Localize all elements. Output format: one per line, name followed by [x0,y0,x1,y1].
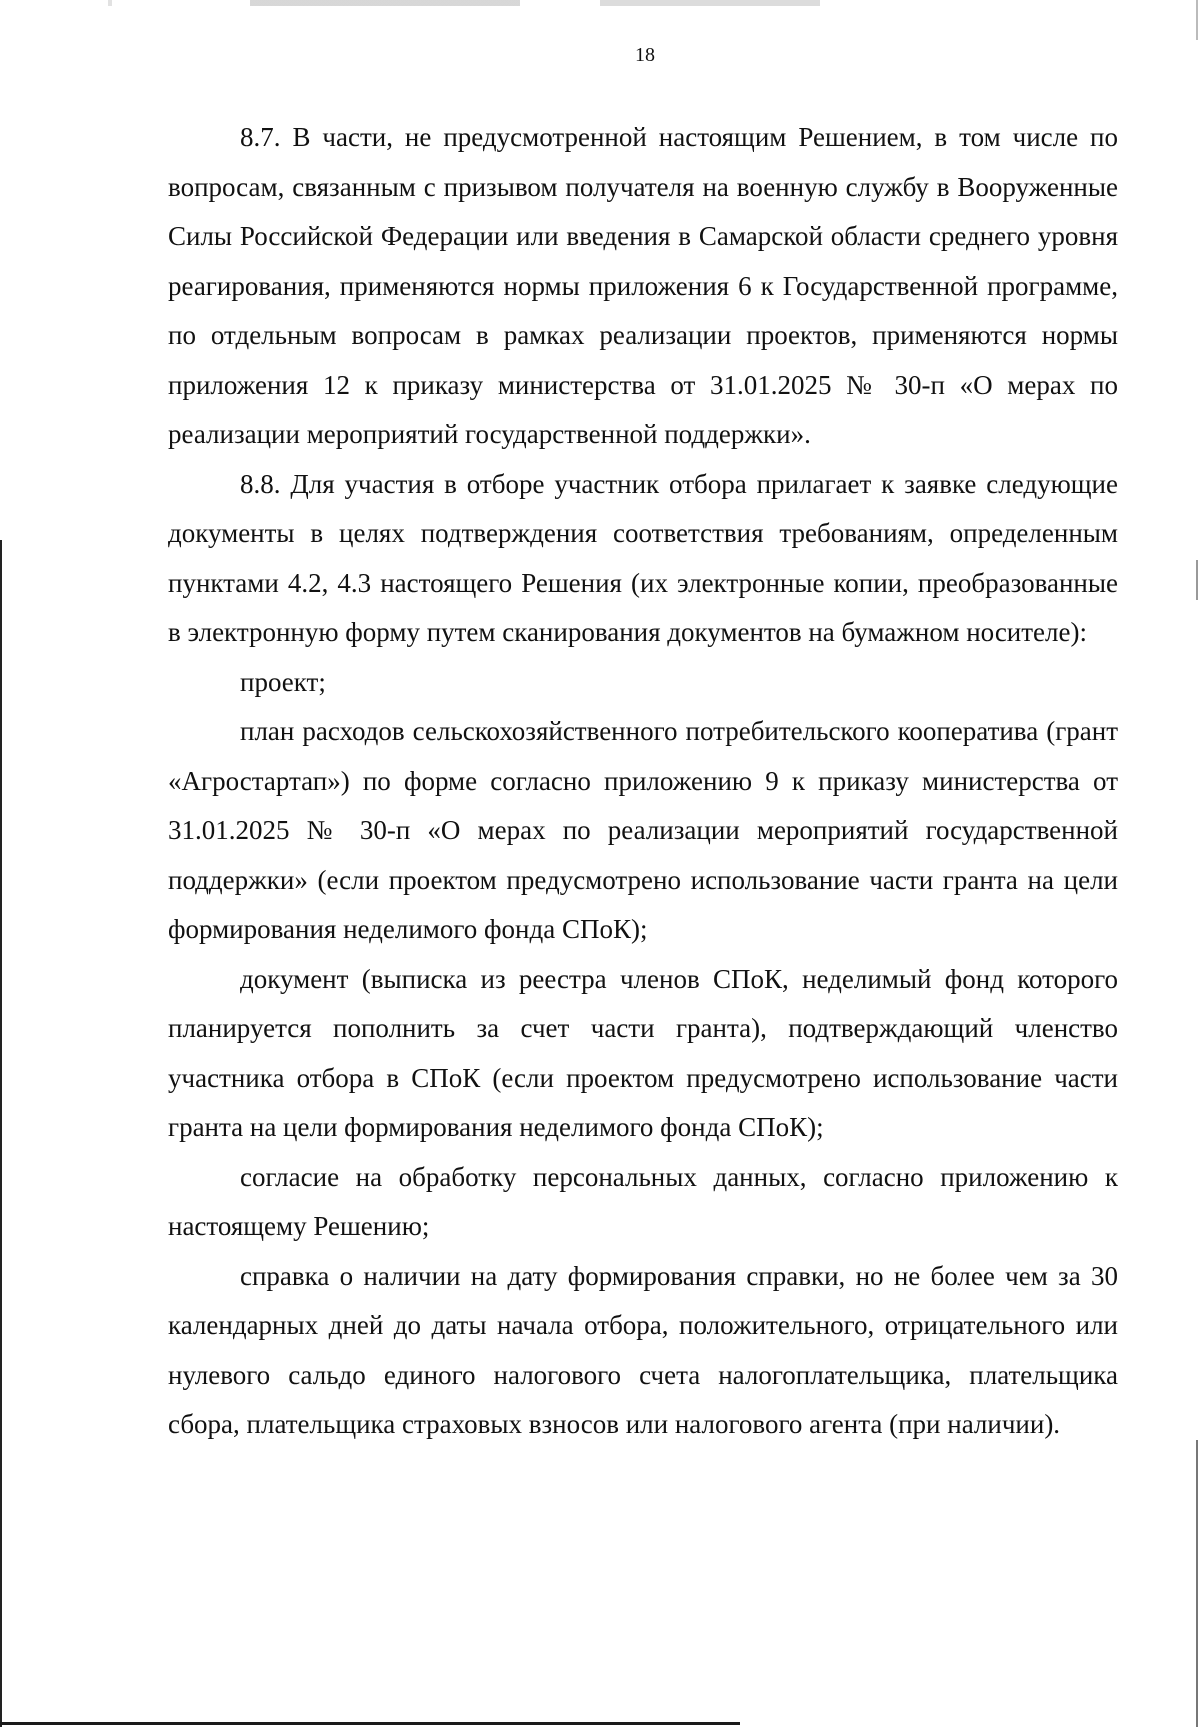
list-item-project: проект; [240,666,326,697]
list-item-personal-data-consent: согласие на обработку персональных данных, согласно приложению к настоящему Решению; [168,1161,1118,1241]
list-item-membership-document: документ (выписка из реестра членов СПоК, неделимый фонд которого планируется пополнить за счет части гранта), подтверждающий членство участника отбора в СПоК (если проектом предусмотрено использование части гранта на цели формирования неделимого фонда СПоК); [168,963,1118,1142]
paragraph-8-7: 8.7. В части, не предусмотренной настоящим Решением, в том числе по вопросам, связанным с призывом получателя на военную службу в Вооруженные Силы Российской Федерации или введения в Самарской области среднего уровня реагирования, применяются нормы приложения 6 к Государственной программе, по отдельным вопросам в рамках реализации проектов, применяются нормы приложения 12 к приказу министерства от 31.01.2025 № 30-п «О мерах по реализации мероприятий государственной поддержки». [168,122,1118,449]
document-body [168,113,1118,1450]
scan-edge-top [0,0,1200,6]
list-item-expense-plan: план расходов сельскохозяйственного потребительского кооператива (грант «Агростартап») по форме согласно приложению 9 к приказу министерства от 31.01.2025 № 30-п «О мерах по реализации мероприятий государственной поддержки» (если проектом предусмотрено использование части гранта на цели формирования неделимого фонда СПоК); [168,716,1118,944]
list-item-tax-certificate: справка о наличии на дату формирования справки, но не более чем за 30 календарных дней до даты начала отбора, положительного, отрицательного или нулевого сальдо единого налогового счета налогоплательщика, плательщика сбора, плательщика страховых взносов или налогового агента (при наличии). [168,1260,1118,1439]
scan-edge-right [1196,0,1198,1727]
paragraph-8-8: 8.8. Для участия в отборе участник отбора прилагает к заявке следующие документы в целях подтверждения соответствия требованиям, определенным пунктами 4.2, 4.3 настоящего Решения (их электронные копии, преобразованные в электронную форму путем сканирования документов на бумажном носителе): [168,468,1118,647]
scan-edge-bottom [0,1722,740,1725]
page-number: 18 [635,44,655,66]
scan-edge-left [0,540,2,1727]
